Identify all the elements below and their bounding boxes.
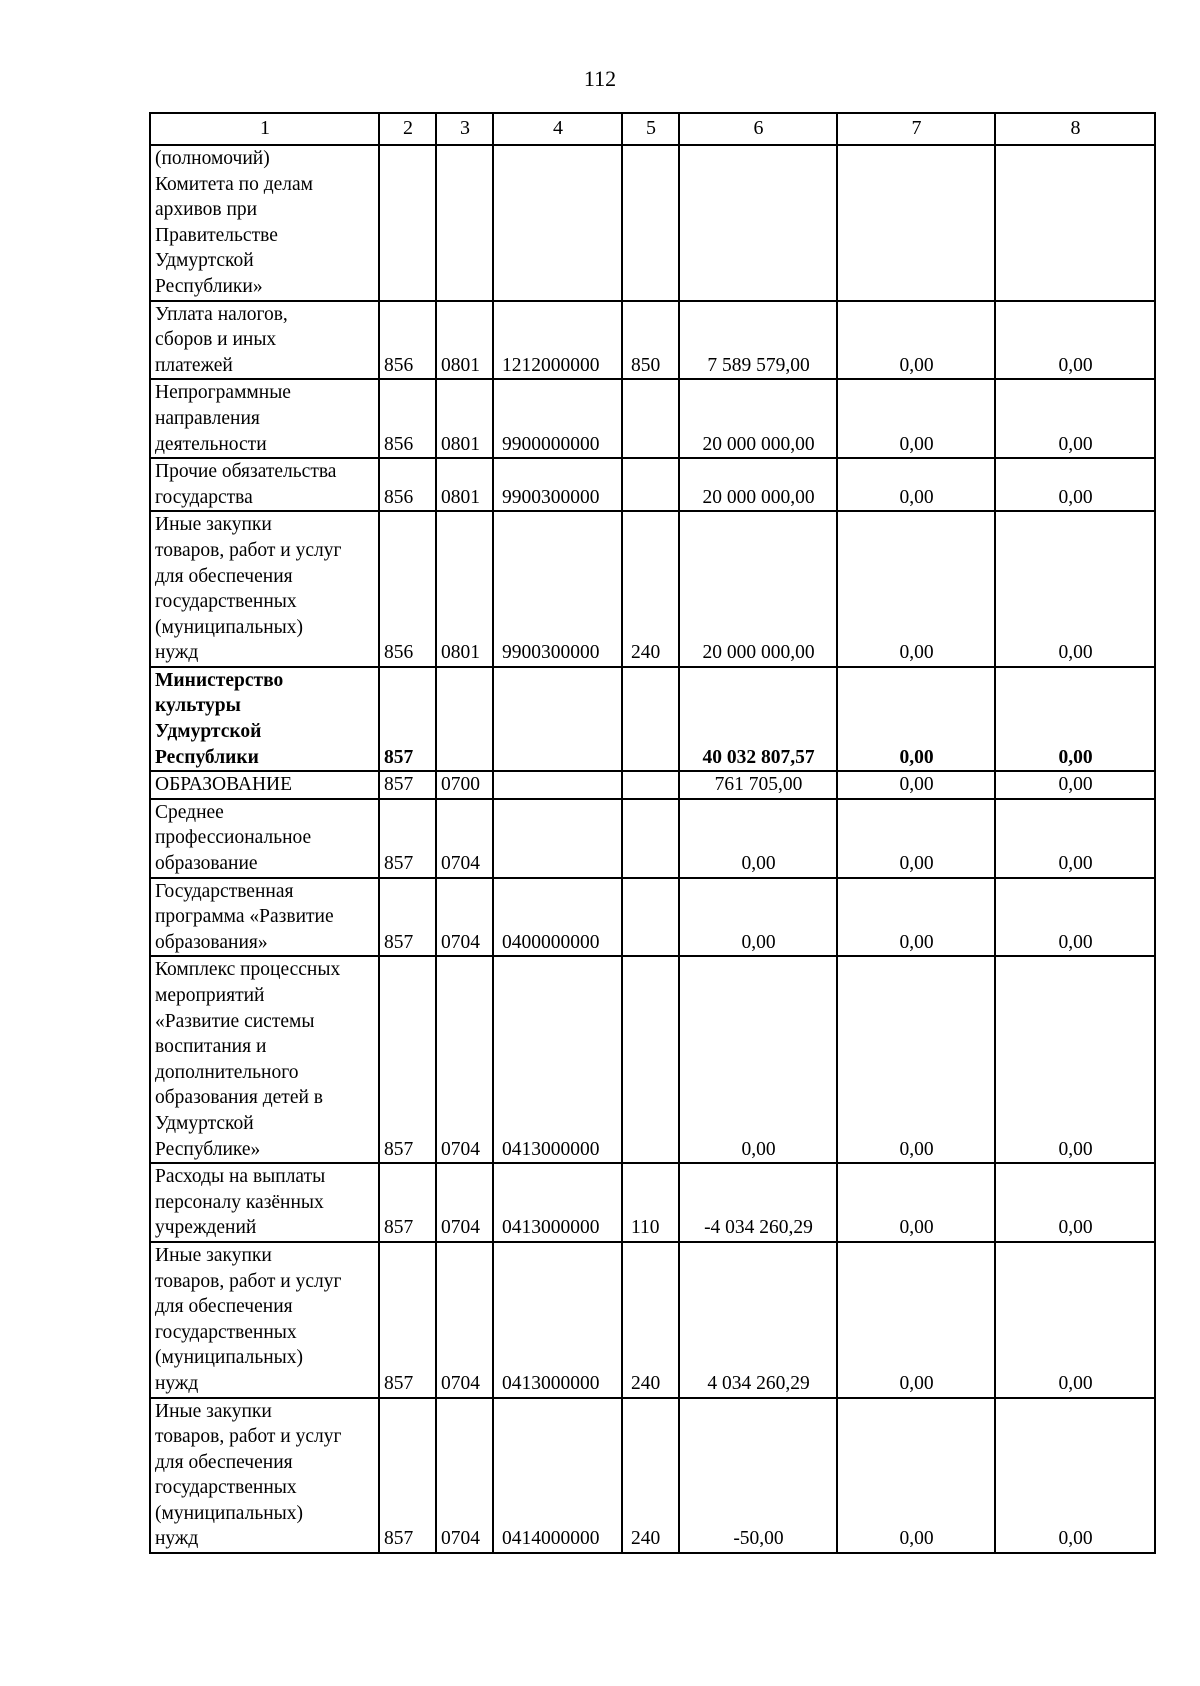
row-col-2: 856 <box>379 458 436 511</box>
row-col-6: -50,00 <box>679 1398 837 1554</box>
table-row <box>150 511 1155 667</box>
table-row <box>150 1398 1155 1554</box>
row-col-7 <box>837 145 995 301</box>
row-col-8: 0,00 <box>995 1398 1155 1554</box>
row-col-5: 110 <box>622 1163 679 1242</box>
row-name: Иные закупки товаров, работ и услуг для обеспечения государственных (муниципальных) нужд <box>150 1242 379 1398</box>
row-col-3: 0704 <box>436 878 493 957</box>
row-col-6: 0,00 <box>679 956 837 1163</box>
row-name: Уплата налогов, сборов и иных платежей <box>150 301 379 380</box>
row-col-6: 0,00 <box>679 878 837 957</box>
table-row <box>150 799 1155 878</box>
row-col-7: 0,00 <box>837 1242 995 1398</box>
column-header-6: 6 <box>679 113 837 145</box>
row-col-3: 0704 <box>436 1398 493 1554</box>
row-col-2: 857 <box>379 1163 436 1242</box>
row-col-7: 0,00 <box>837 1398 995 1554</box>
row-col-3 <box>436 145 493 301</box>
column-header-1: 1 <box>150 113 379 145</box>
row-col-8: 0,00 <box>995 1163 1155 1242</box>
table-row <box>150 458 1155 511</box>
budget-table <box>149 112 1156 1554</box>
row-col-8: 0,00 <box>995 771 1155 799</box>
row-col-8: 0,00 <box>995 379 1155 458</box>
row-col-2: 856 <box>379 379 436 458</box>
row-col-5 <box>622 458 679 511</box>
row-col-5: 240 <box>622 511 679 667</box>
row-col-7: 0,00 <box>837 878 995 957</box>
row-col-6: 761 705,00 <box>679 771 837 799</box>
row-col-5: 240 <box>622 1398 679 1554</box>
row-col-5 <box>622 379 679 458</box>
row-col-8: 0,00 <box>995 878 1155 957</box>
column-header-4: 4 <box>493 113 622 145</box>
row-col-5 <box>622 799 679 878</box>
row-col-5 <box>622 956 679 1163</box>
row-col-7: 0,00 <box>837 799 995 878</box>
row-name: (полномочий) Комитета по делам архивов при Правительстве Удмуртской Республики» <box>150 145 379 301</box>
row-name: Расходы на выплаты персоналу казённых учреждений <box>150 1163 379 1242</box>
row-col-6: 20 000 000,00 <box>679 458 837 511</box>
row-col-6: 40 032 807,57 <box>679 667 837 771</box>
row-col-4 <box>493 667 622 771</box>
row-col-3: 0700 <box>436 771 493 799</box>
row-col-2: 857 <box>379 878 436 957</box>
row-col-7: 0,00 <box>837 956 995 1163</box>
table-row <box>150 1242 1155 1398</box>
row-col-4: 0414000000 <box>493 1398 622 1554</box>
row-col-6: 20 000 000,00 <box>679 511 837 667</box>
row-col-5 <box>622 878 679 957</box>
row-col-8: 0,00 <box>995 1242 1155 1398</box>
row-col-7: 0,00 <box>837 771 995 799</box>
row-col-4: 9900300000 <box>493 458 622 511</box>
row-col-4: 1212000000 <box>493 301 622 380</box>
row-col-2: 857 <box>379 667 436 771</box>
row-col-4: 9900300000 <box>493 511 622 667</box>
row-col-7: 0,00 <box>837 511 995 667</box>
row-name: ОБРАЗОВАНИЕ <box>150 771 379 799</box>
row-col-3: 0704 <box>436 1163 493 1242</box>
row-col-4 <box>493 145 622 301</box>
row-col-4: 0413000000 <box>493 1163 622 1242</box>
row-name: Прочие обязательства государства <box>150 458 379 511</box>
row-name: Непрограммные направления деятельности <box>150 379 379 458</box>
row-col-7: 0,00 <box>837 667 995 771</box>
row-col-8: 0,00 <box>995 667 1155 771</box>
column-header-5: 5 <box>622 113 679 145</box>
row-col-6: 7 589 579,00 <box>679 301 837 380</box>
row-col-6 <box>679 145 837 301</box>
row-col-3: 0801 <box>436 511 493 667</box>
table-row <box>150 667 1155 771</box>
row-col-4: 0413000000 <box>493 956 622 1163</box>
column-header-7: 7 <box>837 113 995 145</box>
row-col-6: -4 034 260,29 <box>679 1163 837 1242</box>
row-col-5: 850 <box>622 301 679 380</box>
row-col-3: 0801 <box>436 301 493 380</box>
table-row <box>150 878 1155 957</box>
row-col-2: 857 <box>379 771 436 799</box>
column-header-2: 2 <box>379 113 436 145</box>
row-col-8: 0,00 <box>995 301 1155 380</box>
row-col-7: 0,00 <box>837 379 995 458</box>
row-col-3: 0704 <box>436 799 493 878</box>
row-name: Иные закупки товаров, работ и услуг для обеспечения государственных (муниципальных) нужд <box>150 1398 379 1554</box>
row-name: Министерство культуры Удмуртской Республики <box>150 667 379 771</box>
table-body <box>150 113 1155 1553</box>
table-row <box>150 1163 1155 1242</box>
row-col-8: 0,00 <box>995 458 1155 511</box>
row-col-4 <box>493 771 622 799</box>
row-name: Государственная программа «Развитие образования» <box>150 878 379 957</box>
row-col-2: 857 <box>379 1398 436 1554</box>
row-col-2: 856 <box>379 511 436 667</box>
row-col-3: 0704 <box>436 1242 493 1398</box>
row-col-3: 0801 <box>436 379 493 458</box>
row-col-8: 0,00 <box>995 956 1155 1163</box>
row-col-4: 9900000000 <box>493 379 622 458</box>
row-col-2: 857 <box>379 956 436 1163</box>
header-row <box>150 113 1155 145</box>
row-col-7: 0,00 <box>837 458 995 511</box>
row-col-5 <box>622 145 679 301</box>
page-number: 112 <box>583 66 617 91</box>
row-col-8: 0,00 <box>995 799 1155 878</box>
row-col-8 <box>995 145 1155 301</box>
row-name: Иные закупки товаров, работ и услуг для обеспечения государственных (муниципальных) нужд <box>150 511 379 667</box>
table-row <box>150 379 1155 458</box>
row-col-6: 0,00 <box>679 799 837 878</box>
row-name: Комплекс процессных мероприятий «Развитие системы воспитания и дополнительного образования детей в Удмуртской Республике» <box>150 956 379 1163</box>
row-col-4: 0400000000 <box>493 878 622 957</box>
row-col-6: 4 034 260,29 <box>679 1242 837 1398</box>
row-col-2: 857 <box>379 1242 436 1398</box>
row-col-6: 20 000 000,00 <box>679 379 837 458</box>
table-row <box>150 956 1155 1163</box>
table-row <box>150 301 1155 380</box>
row-col-7: 0,00 <box>837 1163 995 1242</box>
row-col-2: 857 <box>379 799 436 878</box>
row-col-4: 0413000000 <box>493 1242 622 1398</box>
row-col-5 <box>622 667 679 771</box>
row-col-3: 0801 <box>436 458 493 511</box>
row-col-2 <box>379 145 436 301</box>
row-col-2: 856 <box>379 301 436 380</box>
row-col-5 <box>622 771 679 799</box>
column-header-3: 3 <box>436 113 493 145</box>
row-name: Среднее профессиональное образование <box>150 799 379 878</box>
row-col-7: 0,00 <box>837 301 995 380</box>
table-row <box>150 145 1155 301</box>
row-col-5: 240 <box>622 1242 679 1398</box>
column-header-8: 8 <box>995 113 1155 145</box>
table-row <box>150 771 1155 799</box>
row-col-4 <box>493 799 622 878</box>
row-col-3: 0704 <box>436 956 493 1163</box>
row-col-3 <box>436 667 493 771</box>
row-col-8: 0,00 <box>995 511 1155 667</box>
